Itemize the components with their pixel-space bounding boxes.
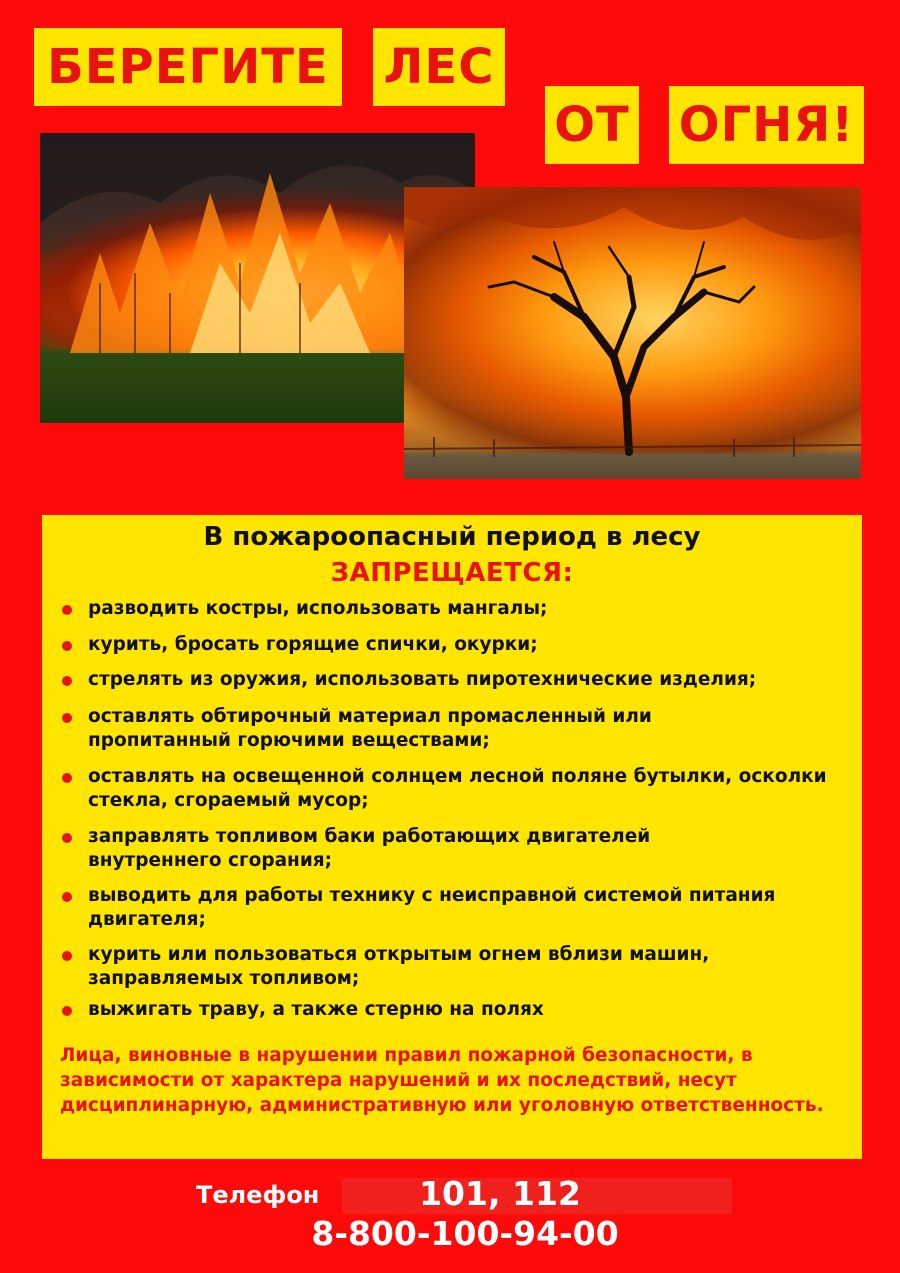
rule-text: заправлять топливом баки работающих двигателей внутреннего сгорания; [88, 826, 651, 871]
rule-item [60, 998, 850, 1022]
rule-text: оставлять на освещенной солнцем лесной поляне бутылки, осколки стекла, сгораемый мусор; [88, 766, 827, 811]
bullet-icon [62, 641, 72, 651]
rule-item [60, 765, 850, 813]
emergency-phone: 101, 112 [419, 1174, 581, 1213]
rule-item [60, 943, 830, 991]
rule-text: стрелять из оружия, использовать пиротехнические изделия; [88, 669, 757, 690]
contact-phones [0, 1170, 900, 1270]
panel-heading: В пожароопасный период в лесу [203, 522, 701, 552]
bullet-icon [62, 713, 72, 723]
rule-item [60, 633, 850, 657]
bullet-icon [62, 605, 72, 615]
bullet-icon [62, 1006, 72, 1016]
rule-item [60, 884, 780, 932]
rule-text: оставлять обтирочный материал промасленный или пропитанный горючими веществами; [88, 706, 652, 751]
rule-text: выжигать траву, а также стерню на полях [88, 999, 544, 1020]
rule-item [60, 825, 740, 873]
bullet-icon [62, 951, 72, 961]
hotline-phone: 8-800-100-94-00 [311, 1214, 619, 1253]
liability-warning: Лица, виновные в нарушении правил пожарной безопасности, в зависимости от характера нарушений и их последствий, несут дисциплинарную, административную или уголовную ответственность. [60, 1045, 824, 1116]
rule-item [60, 668, 850, 692]
burning-tree-photo [404, 187, 861, 479]
rule-item [60, 597, 850, 621]
bullet-icon [62, 773, 72, 783]
rule-text: разводить костры, использовать мангалы; [88, 598, 548, 619]
title-word-ognya: ОГНЯ! [669, 86, 864, 164]
panel-subheading: ЗАПРЕЩАЕТСЯ: [330, 558, 574, 588]
rule-item [60, 705, 680, 753]
phone-label: Телефон [196, 1181, 320, 1209]
rule-text: выводить для работы технику с неисправной системой питания двигателя; [88, 885, 776, 930]
burning-tree-illustration [404, 187, 861, 479]
title-word-beregite: БЕРЕГИТЕ [34, 28, 342, 106]
bullet-icon [62, 833, 72, 843]
bullet-icon [62, 892, 72, 902]
title-word-ot: ОТ [545, 86, 639, 164]
rule-text: курить, бросать горящие спички, окурки; [88, 634, 538, 655]
title-word-les: ЛЕС [373, 28, 505, 106]
bullet-icon [62, 676, 72, 686]
prohibitions-panel [42, 515, 862, 1159]
rule-text: курить или пользоваться открытым огнем вблизи машин, заправляемых топливом; [88, 944, 710, 989]
